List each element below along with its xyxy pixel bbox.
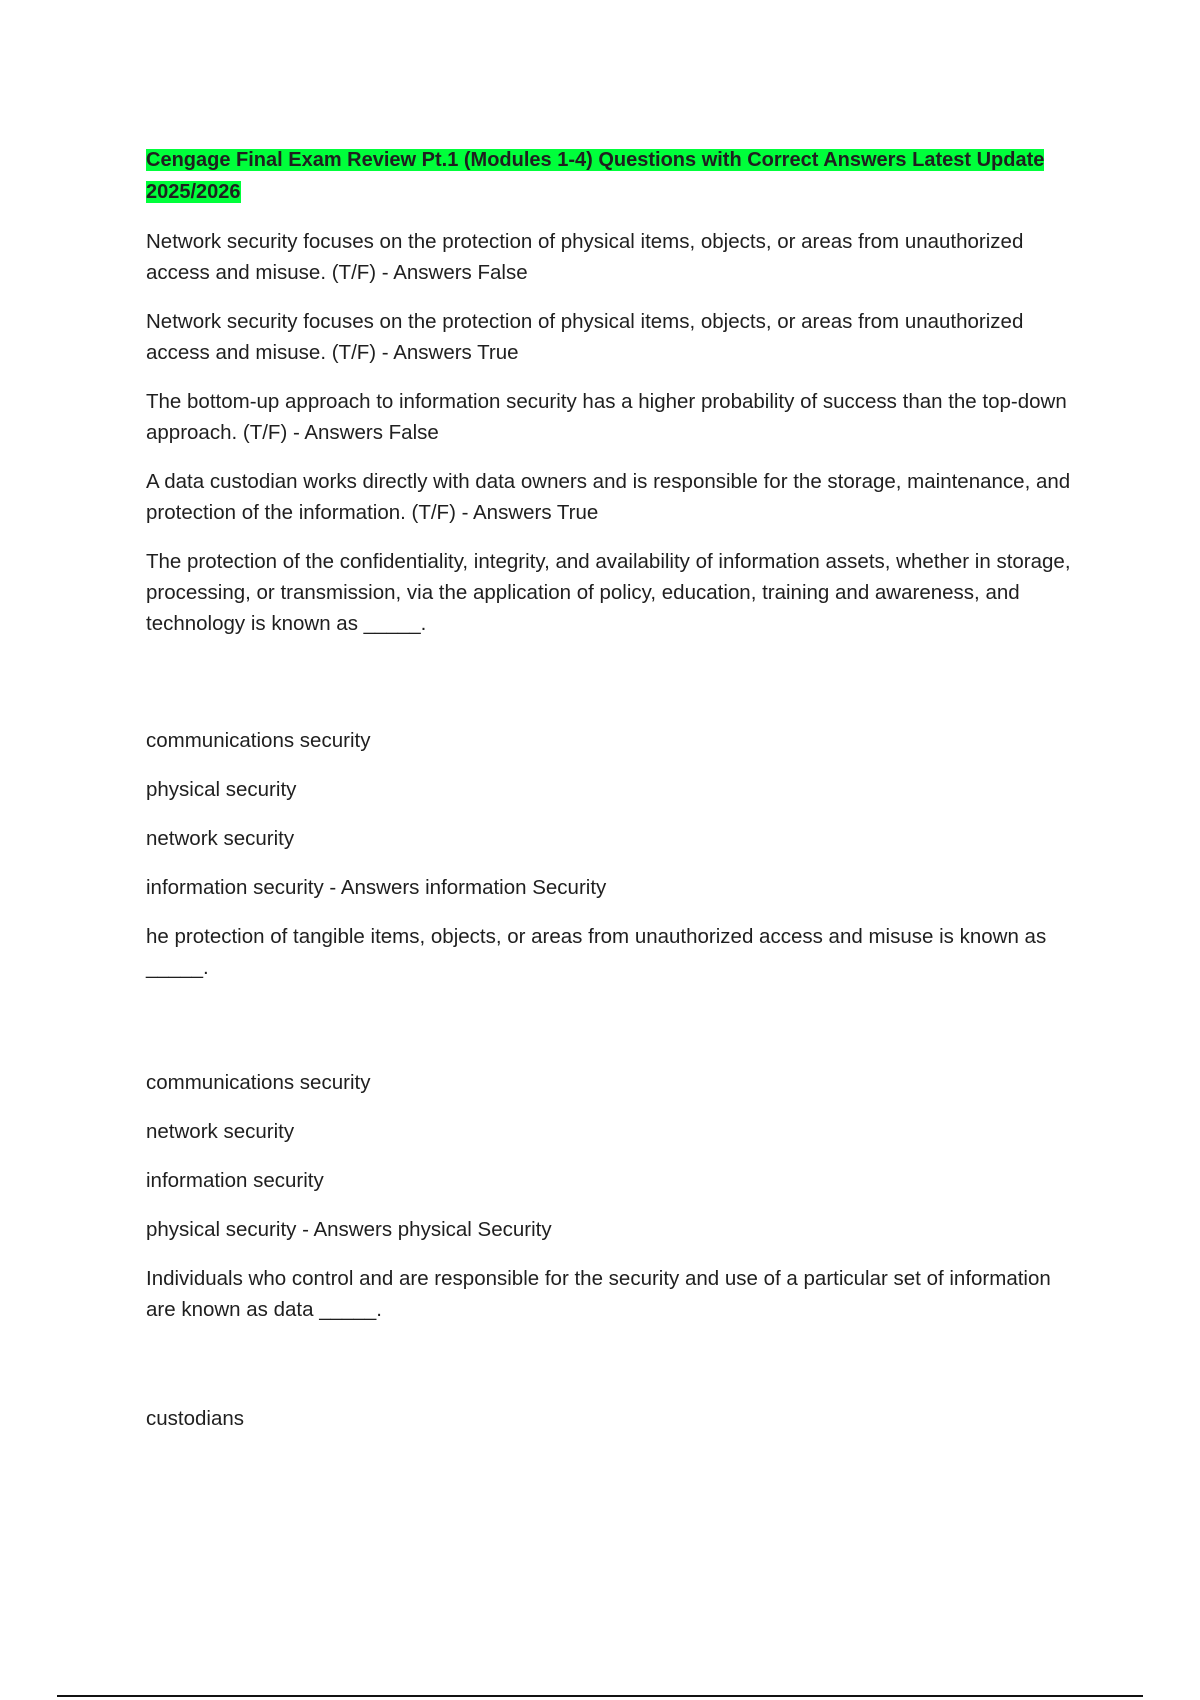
document-title (146, 144, 1076, 208)
q6-option-2: network security (146, 1120, 295, 1143)
spacer (146, 657, 1076, 725)
footer-rule (57, 1695, 1143, 1697)
question-1: Network security focuses on the protection of physical items, objects, or areas from unauthorized access and misuse. (T/F) - Answers False (146, 230, 1024, 284)
q5-option-3: network security (146, 827, 295, 850)
question-4: A data custodian works directly with data owners and is responsible for the storage, maintenance, and protection of the information. (T/F) - Answers True (146, 470, 1071, 524)
q5-option-1: communications security (146, 729, 371, 752)
question-2: Network security focuses on the protection of physical items, objects, or areas from unauthorized access and misuse. (T/F) - Answers True (146, 310, 1024, 364)
q6-option-3: information security (146, 1169, 324, 1192)
spacer (146, 1001, 1076, 1067)
document-body (146, 144, 1076, 1452)
q5-option-4: information security - Answers information Security (146, 876, 607, 899)
question-5: The protection of the confidentiality, integrity, and availability of information assets, whether in storage, processing, or transmission, via the application of policy, education, training and awareness, and technology is known as _____. (146, 550, 1071, 635)
spacer (146, 1343, 1076, 1403)
question-3: The bottom-up approach to information security has a higher probability of success than the top-down approach. (T/F) - Answers False (146, 390, 1067, 444)
question-7: Individuals who control and are responsible for the security and use of a particular set of information are known as data _____. (146, 1267, 1051, 1321)
q7-option-1: custodians (146, 1407, 245, 1430)
q6-option-4: physical security - Answers physical Security (146, 1218, 552, 1241)
title-highlight: Cengage Final Exam Review Pt.1 (Modules 1-4) Questions with Correct Answers Latest Update 2025/2026 (146, 149, 1045, 203)
question-6: he protection of tangible items, objects, or areas from unauthorized access and misuse is known as _____. (146, 925, 1047, 979)
q5-option-2: physical security (146, 778, 297, 801)
q6-option-1: communications security (146, 1071, 371, 1094)
